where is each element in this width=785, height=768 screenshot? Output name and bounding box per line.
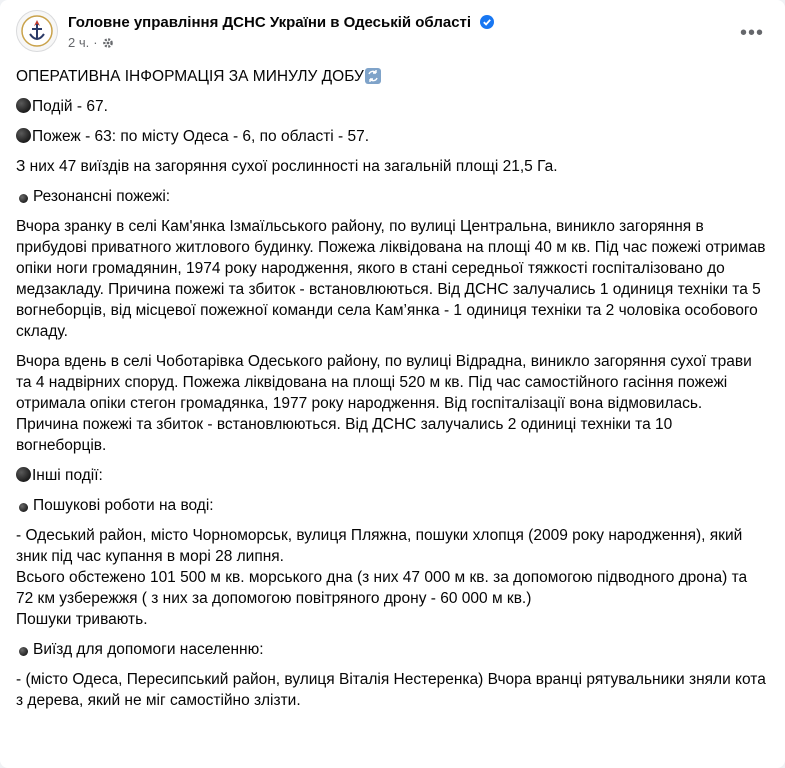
post-title: ОПЕРАТИВНА ІНФОРМАЦІЯ ЗА МИНУЛУ ДОБУ xyxy=(16,68,364,85)
search-header: Пошукові роботи на воді: xyxy=(33,497,214,514)
black-circle-icon xyxy=(16,467,31,482)
help-paragraph: - (місто Одеса, Пересипський район, вулиця Віталія Нестеренка) Вчора вранці рятувальники зняли кота з дерева, який не міг самостійно злізти. xyxy=(16,671,766,709)
more-options-icon: ••• xyxy=(739,21,764,44)
small-black-circle-icon xyxy=(16,641,31,656)
post-body xyxy=(16,66,766,720)
fires-line xyxy=(16,126,766,147)
meta-separator: · xyxy=(93,35,98,50)
dsns-emblem-icon xyxy=(20,14,54,48)
more-options-button[interactable] xyxy=(735,16,769,50)
other-header-line xyxy=(16,465,766,486)
black-circle-icon xyxy=(16,128,31,143)
post-time[interactable]: 2 ч. xyxy=(68,35,90,50)
resonant-header: Резонансні пожежі: xyxy=(33,188,171,205)
search-line-1: - Одеський район, місто Чорноморськ, вулиця Пляжна, пошуки хлопця (2009 року народження), який зник під час купання в морі 28 липня. xyxy=(16,527,743,565)
dry-vegetation-line xyxy=(16,156,766,177)
help-header: Виїзд для допомоги населенню: xyxy=(33,641,264,658)
gear-icon[interactable] xyxy=(102,37,114,49)
page-avatar[interactable] xyxy=(16,10,58,52)
small-black-circle-icon xyxy=(16,188,31,203)
other-header: Інші події: xyxy=(32,467,103,484)
page-name-link[interactable] xyxy=(68,14,494,31)
black-circle-icon xyxy=(16,98,31,113)
dry-vegetation-text: З них 47 виїздів на загоряння сухої рослинності на загальній площі 21,5 Га. xyxy=(16,158,558,175)
search-line-3: Пошуки тривають. xyxy=(16,611,148,628)
help-header-line xyxy=(16,639,766,660)
post-meta xyxy=(68,35,114,50)
search-paragraph xyxy=(16,525,766,630)
events-line xyxy=(16,96,766,117)
small-black-circle-icon xyxy=(16,497,31,512)
events-text: Подій - 67. xyxy=(32,98,108,115)
post-title-line xyxy=(16,66,766,87)
arrows-emoji-icon xyxy=(365,68,381,84)
page-name[interactable]: Головне управління ДСНС України в Одеській області xyxy=(68,14,472,31)
fires-text: Пожеж - 63: по місту Одеса - 6, по області - 57. xyxy=(32,128,370,145)
resonant-header-line xyxy=(16,186,766,207)
resonant-paragraph-1: Вчора зранку в селі Кам'янка Ізмаїльського району, по вулиці Центральна, виникло загоряння в прибудові приватного житлового будинку. Пожежа ліквідована на площі 40 м кв. Під час пожежі отримав опіки ноги громадянин, 1974 року народження, якого в стані середньої тяжкості госпіталізовано до медзакладу. Причина пожежі та збиток - встановлюються. Від ДСНС залучались 1 одиниця техніки та 5 вогнеборців, від місцевої пожежної команди села Кам’янка - 1 одиниця техніки та 2 чоловіка особового складу. xyxy=(16,218,766,340)
verified-badge-icon xyxy=(480,15,494,29)
search-header-line xyxy=(16,495,766,516)
post-header xyxy=(16,10,769,56)
resonant-paragraph-2: Вчора вдень в селі Чоботарівка Одеського району, по вулиці Відрадна, виникло загоряння сухої трави та 4 надвірних споруд. Пожежа ліквідована на площі 520 м кв. Під час самостійного гасіння пожежі отримала опіки стегон громадянка, 1977 року народження. Від госпіталізації вона відмовилась. Причина пожежі та збиток - встановлюються. Від ДСНС залучались 2 одиниці техніки та 10 вогнеборців. xyxy=(16,353,752,454)
search-line-2: Всього обстежено 101 500 м кв. морського дна (з них 47 000 м кв. за допомогою підводного дрона) та 72 км узбережжя ( з них за допомогою повітряного дрону - 60 000 м кв.) xyxy=(16,569,748,607)
